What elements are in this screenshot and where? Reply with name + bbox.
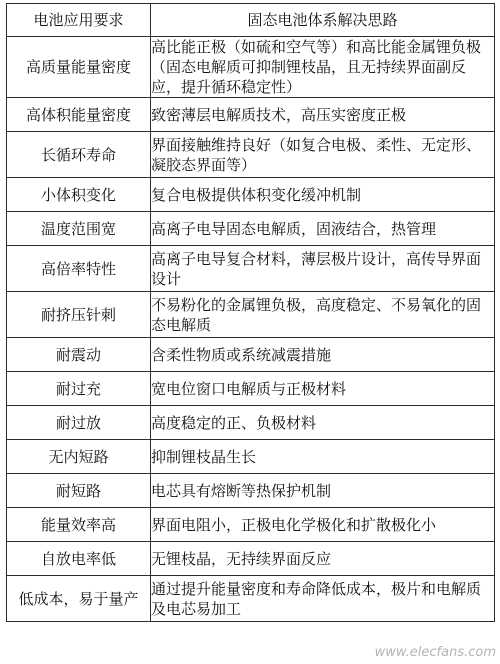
- requirement-cell: 耐挤压针刺: [7, 292, 151, 338]
- requirement-cell: 耐过充: [7, 372, 151, 406]
- requirement-cell: 能量效率高: [7, 508, 151, 542]
- solution-cell: 复合电极提供体积变化缓冲机制: [151, 178, 495, 212]
- solution-cell: 含柔性物质或系统减震措施: [151, 338, 495, 372]
- requirement-cell: 温度范围宽: [7, 212, 151, 246]
- header-requirement: 电池应用要求: [7, 4, 151, 37]
- table-row: [7, 212, 495, 246]
- solution-cell: 高比能正极（如硫和空气等）和高比能金属锂负极（固态电解质可抑制锂枝晶，且无持续界面副反应，提升循环稳定性）: [151, 37, 495, 98]
- table-row: [7, 474, 495, 508]
- solution-cell: 电芯具有熔断等热保护机制: [151, 474, 495, 508]
- header-solution: 固态电池体系解决思路: [151, 4, 495, 37]
- table-row: [7, 98, 495, 132]
- requirement-cell: 无内短路: [7, 440, 151, 474]
- solution-cell: 高离子电导复合材料，薄层极片设计，高传导界面设计: [151, 246, 495, 292]
- solution-cell: 界面接触维持良好（如复合电极、柔性、无定形、凝胶态界面等）: [151, 132, 495, 178]
- table-row: [7, 508, 495, 542]
- table-row: [7, 132, 495, 178]
- table-row: [7, 542, 495, 576]
- requirement-cell: 耐短路: [7, 474, 151, 508]
- document-page: [6, 3, 494, 622]
- table-row: [7, 372, 495, 406]
- solution-cell: 致密薄层电解质技术，高压实密度正极: [151, 98, 495, 132]
- requirement-cell: 低成本，易于量产: [7, 576, 151, 622]
- solution-cell: 宽电位窗口电解质与正极材料: [151, 372, 495, 406]
- table-row: [7, 292, 495, 338]
- solution-cell: 高度稳定的正、负极材料: [151, 406, 495, 440]
- solution-cell: 无锂枝晶，无持续界面反应: [151, 542, 495, 576]
- requirement-cell: 耐过放: [7, 406, 151, 440]
- site-watermark: www.elecfans.com: [374, 645, 496, 660]
- requirement-cell: 小体积变化: [7, 178, 151, 212]
- requirement-cell: 高倍率特性: [7, 246, 151, 292]
- table-row: [7, 246, 495, 292]
- table-row: [7, 576, 495, 622]
- requirement-cell: 耐震动: [7, 338, 151, 372]
- requirement-cell: 高体积能量密度: [7, 98, 151, 132]
- solution-cell: 高离子电导固态电解质，固液结合，热管理: [151, 212, 495, 246]
- table-row: [7, 440, 495, 474]
- table-row: [7, 178, 495, 212]
- solution-cell: 通过提升能量密度和寿命降低成本，极片和电解质及电芯易加工: [151, 576, 495, 622]
- table-row: [7, 406, 495, 440]
- requirement-cell: 长循环寿命: [7, 132, 151, 178]
- solution-cell: 抑制锂枝晶生长: [151, 440, 495, 474]
- solution-cell: 界面电阻小，正极电化学极化和扩散极化小: [151, 508, 495, 542]
- table-row: [7, 37, 495, 98]
- table-header-row: [7, 4, 495, 37]
- table-row: [7, 338, 495, 372]
- requirement-cell: 自放电率低: [7, 542, 151, 576]
- battery-requirements-table: [6, 3, 495, 622]
- requirement-cell: 高质量能量密度: [7, 37, 151, 98]
- solution-cell: 不易粉化的金属锂负极，高度稳定、不易氧化的固态电解质: [151, 292, 495, 338]
